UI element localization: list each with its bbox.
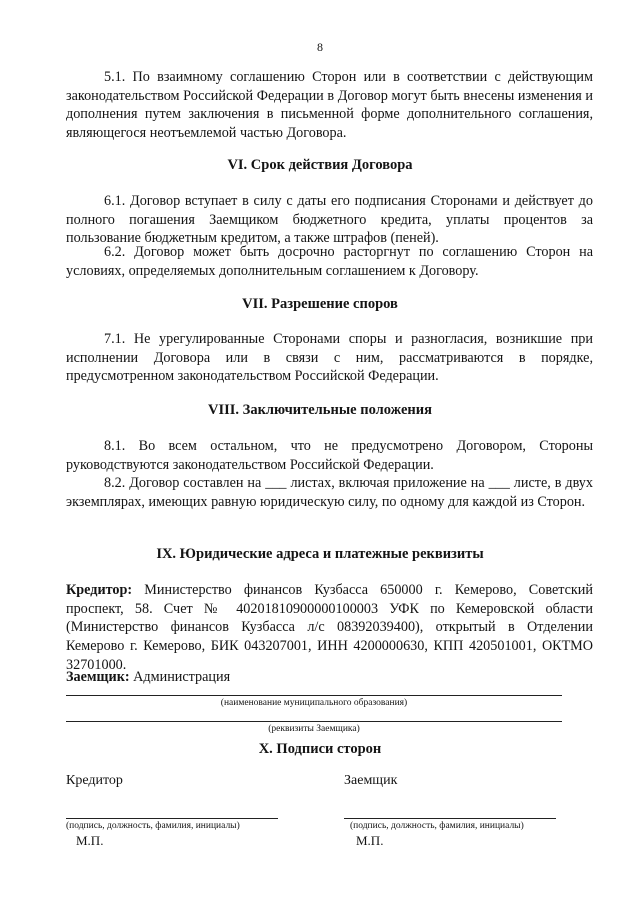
creditor-signature-label: Кредитор [66,773,123,788]
municipality-underline [66,695,562,696]
borrower-label: Заемщик: [66,669,130,685]
paragraph-8-2: 8.2. Договор составлен на ___ листах, включая приложение на ___ листе, в двух экземплярах, имеющих равную юридическую силу, по одному для каждой из Сторон. [66,475,593,510]
paragraph-7-1: 7.1. Не урегулированные Сторонами споры и разногласия, возникшие при исполнении Договора или в связи с ним, рассматриваются в порядке, предусмотренном законодательством Российской Федерации. [66,331,593,385]
borrower-stamp: М.П. [356,833,384,848]
requisites-underline [66,721,562,722]
municipality-caption: (наименование муниципального образования) [220,698,408,708]
borrower-line [66,668,593,687]
requisites-caption: (реквизиты Заемщика) [268,724,360,734]
section-8-title: VIII. Заключительные положения [208,402,432,418]
section-10-title: X. Подписи сторон [258,741,382,757]
creditor-label: Кредитор: [66,582,133,598]
section-6-title: VI. Срок действия Договора [227,157,413,173]
paragraph-5-1: 5.1. По взаимному соглашению Сторон или в соответствии с действующим законодательством Российской Федерации в Договор могут быть внесены изменения и дополнения путем заключения в письменной форме дополнительного соглашения, являющегося неотъемлемой частью Договора. [66,69,593,142]
section-7-title: VII. Разрешение споров [242,296,398,312]
creditor-signature-line [66,818,278,819]
creditor-stamp: М.П. [76,833,104,848]
borrower-name-text: Администрация [129,669,231,685]
paragraph-8-1: 8.1. Во всем остальном, что не предусмотрено Договором, Стороны руководствуются законодательством Российской Федерации. [66,438,593,473]
page-number: 8 [317,40,323,54]
borrower-signature-line [344,818,556,819]
borrower-signature-label: Заемщик [344,773,398,788]
paragraph-6-2: 6.2. Договор может быть досрочно расторгнут по соглашению Сторон на условиях, определяемых дополнительным соглашением к Договору. [66,244,593,279]
creditor-requisites [66,581,593,675]
creditor-requisites-text: Министерство финансов Кузбасса 650000 г. Кемерово, Советский проспект, 58. Счет № 40201810900000100003 УФК по Кемеровской области (Министерство финансов Кузбасса л/с 08392039400), открытый в Отделении Кемерово г. Кемерово, БИК 043207001, ИНН 4200000630, КПП 420501001, ОКТМО 32701000. [66,582,593,673]
borrower-signature-caption: (подпись, должность, фамилия, инициалы) [350,821,524,831]
paragraph-6-1: 6.1. Договор вступает в силу с даты его подписания Сторонами и действует до полного погашения Заемщиком бюджетного кредита, уплаты процентов за пользование бюджетным кредитом, а также штрафов (пеней). [66,193,593,247]
section-9-title: IX. Юридические адреса и платежные реквизиты [156,546,484,562]
creditor-signature-caption: (подпись, должность, фамилия, инициалы) [66,821,240,831]
